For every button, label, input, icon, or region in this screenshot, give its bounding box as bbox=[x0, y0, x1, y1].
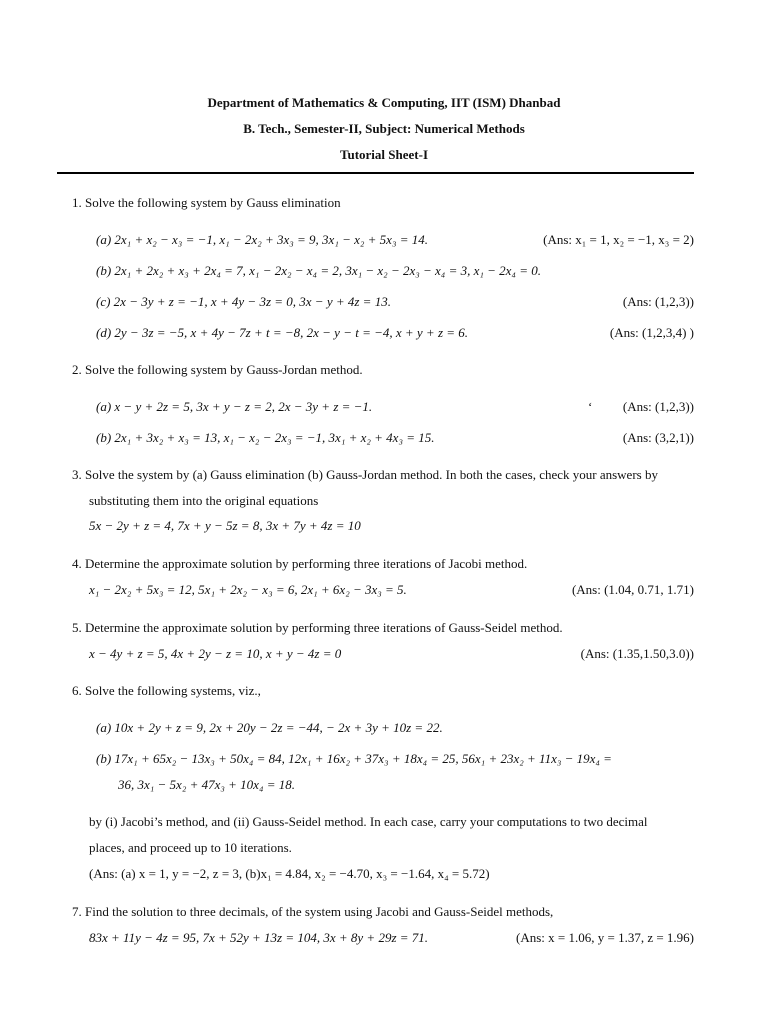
q5-stem: 5. Determine the approximate solution by performing three iterations of Gauss-Seidel method. bbox=[72, 620, 563, 635]
q2-part-a-answer: (Ans: (1,2,3)) bbox=[622, 399, 694, 414]
q5-equations: x − 4y + z = 5, 4x + 2y − z = 10, x + y − 4z = 0 bbox=[89, 646, 342, 661]
q2-stem: 2. Solve the following system by Gauss-Jordan method. bbox=[72, 362, 363, 377]
q7-answer: (Ans: x = 1.06, y = 1.37, z = 1.96) bbox=[516, 930, 694, 945]
q3-stem-continued: substituting them into the original equations bbox=[89, 493, 319, 508]
q1-part-a-answer: (Ans: x₁ = 1, x₂ = −1, x₃ = 2) bbox=[543, 232, 694, 247]
q2-part-a: (a) x − y + 2z = 5, 3x + y − z = 2, 2x − 3y + z = −1. bbox=[96, 399, 373, 414]
q1-part-b: (b) 2x₁ + 2x₂ + x₃ + 2x₄ = 7, x₁ − 2x₂ − x₄ = 2, 3x₁ − x₂ − 2x₃ − x₄ = 3, x₁ − 2x₄ = 0. bbox=[96, 263, 541, 278]
q6-stem: 6. Solve the following systems, viz., bbox=[72, 683, 261, 698]
q3-equations: 5x − 2y + z = 4, 7x + y − 5z = 8, 3x + 7y + 4z = 10 bbox=[89, 518, 361, 533]
course-heading: B. Tech., Semester-II, Subject: Numerical Methods bbox=[243, 121, 525, 136]
q7-equations: 83x + 11y − 4z = 95, 7x + 52y + 13z = 104, 3x + 8y + 29z = 71. bbox=[89, 930, 429, 945]
department-heading: Department of Mathematics & Computing, IIT (ISM) Dhanbad bbox=[207, 95, 561, 110]
q6-method-line1: by (i) Jacobi’s method, and (ii) Gauss-Seidel method. In each case, carry your computations to two decimal bbox=[89, 814, 648, 829]
q2-part-b-answer: (Ans: (3,2,1)) bbox=[622, 430, 694, 445]
q4-equations: x₁ − 2x₂ + 5x₃ = 12, 5x₁ + 2x₂ − x₃ = 6, 2x₁ + 6x₂ − 3x₃ = 5. bbox=[89, 582, 407, 597]
q1-part-c: (c) 2x − 3y + z = −1, x + 4y − 3z = 0, 3x − y + 4z = 13. bbox=[96, 294, 391, 309]
q5-answer: (Ans: (1.35,1.50,3.0)) bbox=[580, 646, 694, 661]
q1-part-c-answer: (Ans: (1,2,3)) bbox=[622, 294, 694, 309]
q4-answer: (Ans: (1.04, 0.71, 1.71) bbox=[571, 582, 694, 597]
q1-part-a: (a) 2x₁ + x₂ − x₃ = −1, x₁ − 2x₂ + 3x₃ = 9, 3x₁ − x₂ + 5x₃ = 14. bbox=[96, 232, 428, 247]
q6-part-b-line2: 36, 3x₁ − 5x₂ + 47x₃ + 10x₄ = 18. bbox=[118, 777, 295, 792]
q1-part-d: (d) 2y − 3z = −5, x + 4y − 7z + t = −8, 2x − y − t = −4, x + y + z = 6. bbox=[96, 325, 469, 340]
q1-part-d-answer: (Ans: (1,2,3,4) ) bbox=[609, 325, 694, 340]
q6-part-b-line1: (b) 17x₁ + 65x₂ − 13x₃ + 50x₄ = 84, 12x₁ + 16x₂ + 37x₃ + 18x₄ = 25, 56x₁ + 23x₂ + 11x₃ − 19x₄ = bbox=[96, 751, 612, 766]
q2-part-b: (b) 2x₁ + 3x₂ + x₃ = 13, x₁ − x₂ − 2x₃ = −1, 3x₁ + x₂ + 4x₃ = 15. bbox=[96, 430, 435, 445]
q2-stray-mark: ‘ bbox=[588, 399, 593, 414]
q7-stem: 7. Find the solution to three decimals, of the system using Jacobi and Gauss-Seidel methods, bbox=[72, 904, 554, 919]
q6-answer: (Ans: (a) x = 1, y = −2, z = 3, (b)x₁ = 4.84, x₂ = −4.70, x₃ = −1.64, x₄ = 5.72) bbox=[89, 866, 490, 881]
q6-method-line2: places, and proceed up to 10 iterations. bbox=[89, 840, 292, 855]
sheet-title: Tutorial Sheet-I bbox=[340, 147, 428, 162]
q4-stem: 4. Determine the approximate solution by performing three iterations of Jacobi method. bbox=[72, 556, 528, 571]
q1-stem: 1. Solve the following system by Gauss elimination bbox=[72, 195, 341, 210]
header-divider bbox=[57, 172, 694, 174]
q6-part-a: (a) 10x + 2y + z = 9, 2x + 20y − 2z = −44, − 2x + 3y + 10z = 22. bbox=[96, 720, 443, 735]
q3-stem: 3. Solve the system by (a) Gauss elimination (b) Gauss-Jordan method. In both the cases, check your answers by bbox=[72, 467, 658, 482]
